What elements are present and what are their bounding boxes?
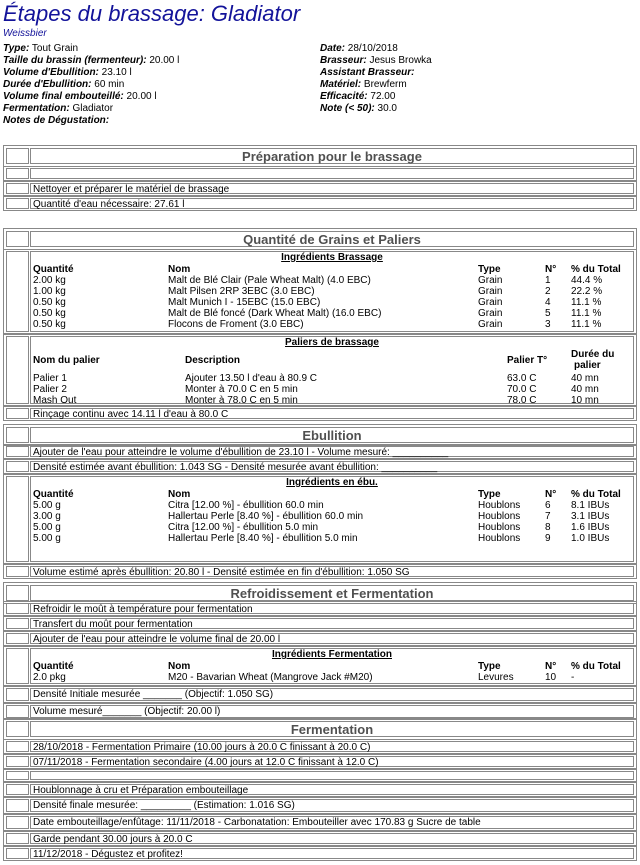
table-header	[31, 489, 633, 500]
step-checkbox[interactable]	[6, 585, 29, 601]
step-checkbox[interactable]	[6, 618, 29, 629]
table-cell: 11.1 %	[571, 319, 602, 330]
step-text: Volume estimé après ébullition: 20.80 l - Densité estimée en fin d'ébullition: 1.050 SG	[30, 566, 634, 577]
table-cell: Palier 1	[33, 373, 67, 384]
meta-label: Volume d'Ebullition:	[3, 67, 99, 78]
table-cell: Grain	[478, 297, 503, 308]
column-header: % du Total	[571, 661, 621, 672]
table-cell: Malt de Blé Clair (Pale Wheat Malt) (4.0 EBC)	[168, 275, 371, 286]
table-row	[31, 511, 633, 522]
step-text: Nettoyer et préparer le matériel de brassage	[30, 183, 634, 194]
table-row	[31, 395, 633, 406]
step-checkbox[interactable]	[6, 648, 29, 684]
table-cell: 3.00 g	[33, 511, 61, 522]
step-row	[3, 196, 637, 211]
meta-left-row	[3, 43, 78, 55]
table-cell: 0.50 kg	[33, 319, 66, 330]
section-title: Préparation pour le brassage	[30, 148, 634, 164]
table-row	[31, 522, 633, 533]
column-header: % du Total	[571, 264, 621, 275]
step-checkbox[interactable]	[6, 603, 29, 614]
section-title: Fermentation	[30, 721, 634, 737]
table-cell: Malt Munich I - 15EBC (15.0 EBC)	[168, 297, 321, 308]
column-header: Quantité	[33, 661, 74, 672]
column-header: Quantité	[33, 264, 74, 275]
table-row	[31, 500, 633, 511]
table-caption: Ingrédients en ébu.	[286, 477, 378, 488]
table-cell: 0.50 kg	[33, 308, 66, 319]
meta-label: Durée d'Ebullition:	[3, 79, 92, 90]
table-cell: Monter à 78.0 C en 5 min	[185, 395, 298, 406]
column-header: N°	[545, 489, 557, 500]
table-cell: 1.00 kg	[33, 286, 66, 297]
recipe-style: Weissbier	[3, 28, 47, 39]
section-header	[3, 228, 637, 250]
table-row	[31, 533, 633, 544]
table-cell: 2	[545, 286, 551, 297]
meta-label: Brasseur:	[320, 55, 367, 66]
table-cell: 8.1 IBUs	[571, 500, 610, 511]
meta-value: Tout Grain	[29, 43, 79, 54]
table-cell: 22.2 %	[571, 286, 603, 297]
table-cell: 1.0 IBUs	[571, 533, 610, 544]
step-checkbox[interactable]	[6, 721, 29, 737]
step-checkbox[interactable]	[6, 633, 29, 644]
meta-value: 20.00 l	[146, 55, 180, 66]
table-cell: 2.00 kg	[33, 275, 66, 286]
column-header: N°	[545, 661, 557, 672]
step-text: Transfert du moût pour fermentation	[30, 618, 634, 629]
step-text: Densité estimée avant ébullition: 1.043 SG - Densité mesurée avant ébullition: __________	[30, 461, 634, 472]
step-row	[3, 814, 637, 831]
table-cell: 3	[545, 319, 551, 330]
section-header	[3, 718, 637, 740]
column-header: Nom	[168, 489, 191, 500]
meta-label: Matériel:	[320, 79, 362, 90]
meta-value: Jesus Browka	[366, 55, 432, 66]
table-cell: Monter à 70.0 C en 5 min	[185, 384, 298, 395]
ingredients-table	[30, 336, 634, 404]
table-cell: Grain	[478, 286, 503, 297]
meta-label: Date:	[320, 43, 346, 54]
table-row	[31, 308, 633, 319]
step-checkbox[interactable]	[6, 784, 29, 795]
section-title: Refroidissement et Fermentation	[30, 585, 634, 601]
table-cell: Houblons	[478, 533, 521, 544]
table-caption: Ingrédients Fermentation	[271, 649, 392, 660]
meta-value: 20.00 l	[123, 91, 157, 102]
step-row	[3, 831, 637, 846]
table-row	[31, 275, 633, 286]
table-cell: 40 mn	[571, 384, 599, 395]
step-row	[3, 406, 637, 421]
section-title: Ebullition	[30, 427, 634, 443]
meta-left-row	[3, 67, 132, 79]
table-cell: Flocons de Froment (3.0 EBC)	[168, 319, 304, 330]
column-header: Type	[478, 264, 501, 275]
step-row	[3, 769, 637, 782]
meta-value: Brewferm	[361, 79, 407, 90]
table-cell: Malt de Blé foncé (Dark Wheat Malt) (16.0 EBC)	[168, 308, 382, 319]
table-cell: 63.0 C	[507, 373, 537, 384]
column-header: N°	[545, 264, 557, 275]
table-cell: 78.0 C	[507, 395, 537, 406]
meta-label: Notes de Dégustation:	[3, 115, 110, 126]
table-cell: 9	[545, 533, 551, 544]
table-cell: 5.00 g	[33, 522, 61, 533]
column-header: Nom	[168, 264, 191, 275]
step-text: 07/11/2018 - Fermentation secondaire (4.00 jours at 12.0 C finissant à 12.0 C)	[30, 756, 634, 767]
step-checkbox[interactable]	[6, 688, 29, 701]
step-row	[3, 564, 637, 579]
step-checkbox[interactable]	[6, 705, 29, 718]
table-cell: Hallertau Perle [8.40 %] - ébullition 60.0 min	[168, 511, 364, 522]
step-text	[30, 168, 634, 179]
step-row	[3, 181, 637, 196]
table-cell: Citra [12.00 %] - ébullition 60.0 min	[168, 500, 324, 511]
meta-right-row	[320, 79, 407, 91]
column-header: Quantité	[33, 489, 74, 500]
table-cell: Houblons	[478, 500, 521, 511]
step-checkbox[interactable]	[6, 771, 29, 780]
step-checkbox[interactable]	[6, 799, 29, 812]
step-checkbox[interactable]	[6, 566, 29, 577]
table-block	[3, 646, 637, 686]
table-cell: 4	[545, 297, 551, 308]
column-header: Palier T°	[507, 355, 548, 366]
table-cell: Palier 2	[33, 384, 67, 395]
meta-right-row	[320, 67, 414, 79]
recipe-title: Étapes du brassage: Gladiator	[3, 1, 301, 26]
step-row	[3, 686, 637, 703]
column-header: Nom	[168, 661, 191, 672]
step-checkbox[interactable]	[6, 336, 29, 404]
column-header: Durée du	[571, 349, 615, 360]
step-checkbox[interactable]	[6, 231, 29, 247]
table-cell: 70.0 C	[507, 384, 537, 395]
table-block	[3, 474, 637, 564]
step-checkbox[interactable]	[6, 461, 29, 472]
table-cell: Citra [12.00 %] - ébullition 5.0 min	[168, 522, 319, 533]
step-row	[3, 782, 637, 797]
table-cell: 6	[545, 500, 551, 511]
step-checkbox[interactable]	[6, 148, 29, 164]
step-checkbox[interactable]	[6, 833, 29, 844]
table-row	[31, 384, 633, 395]
meta-value: Gladiator	[69, 103, 114, 114]
meta-right-row	[320, 55, 432, 67]
step-checkbox[interactable]	[6, 408, 29, 419]
step-text: 28/10/2018 - Fermentation Primaire (10.00 jours à 20.0 C finissant à 20.0 C)	[30, 741, 634, 752]
table-cell: 10	[545, 672, 557, 683]
step-text: Rinçage continu avec 14.11 l d'eau à 80.0 C	[30, 408, 634, 419]
column-header: Type	[478, 661, 501, 672]
column-header: Description	[185, 355, 241, 366]
table-cell: 11.1 %	[571, 308, 602, 319]
meta-value: 30.0	[374, 103, 397, 114]
meta-left-row	[3, 91, 157, 103]
table-cell: 5.00 g	[33, 533, 61, 544]
table-block	[3, 249, 637, 334]
table-cell: 8	[545, 522, 551, 533]
table-cell: 0.50 kg	[33, 297, 66, 308]
table-cell: 40 mn	[571, 373, 599, 384]
step-row	[3, 754, 637, 769]
meta-value: 60 min	[91, 79, 125, 90]
meta-left-row	[3, 55, 179, 67]
step-text: 11/12/2018 - Dégustez et profitez!	[30, 848, 634, 859]
step-row	[3, 739, 637, 754]
table-header	[31, 264, 633, 275]
table-cell: 5	[545, 308, 551, 319]
table-header	[31, 349, 633, 373]
step-text: Houblonnage à cru et Préparation embouteillage	[30, 784, 634, 795]
step-text: Ajouter de l'eau pour atteindre le volume final de 20.00 l	[30, 633, 634, 644]
step-text: Ajouter de l'eau pour atteindre le volume d'ébullition de 23.10 l - Volume mesuré: __________	[30, 446, 634, 457]
meta-value: 23.10 l	[98, 67, 132, 78]
step-checkbox[interactable]	[6, 198, 29, 209]
table-cell: 2.0 pkg	[33, 672, 66, 683]
table-block	[3, 334, 637, 406]
table-caption: Paliers de brassage	[285, 337, 379, 348]
meta-label: Note (< 50):	[320, 103, 375, 114]
step-row	[3, 444, 637, 459]
meta-left-row	[3, 79, 124, 91]
table-cell: -	[571, 672, 575, 683]
column-header: palier	[574, 360, 601, 371]
step-checkbox[interactable]	[6, 476, 29, 562]
table-row	[31, 373, 633, 384]
step-checkbox[interactable]	[6, 848, 29, 859]
meta-right-row	[320, 43, 398, 55]
step-text	[30, 771, 634, 780]
step-row	[3, 166, 637, 181]
table-cell: Malt Pilsen 2RP 3EBC (3.0 EBC)	[168, 286, 315, 297]
table-cell: 1	[545, 275, 551, 286]
column-header: % du Total	[571, 489, 621, 500]
meta-label: Volume final embouteillé:	[3, 91, 124, 102]
meta-left-row	[3, 103, 113, 115]
step-row	[3, 631, 637, 646]
step-row	[3, 616, 637, 631]
table-caption: Ingrédients Brassage	[281, 252, 383, 263]
step-text: Densité finale mesurée: _________ (Estimation: 1.016 SG)	[30, 799, 634, 812]
table-cell: 44.4 %	[571, 275, 603, 286]
step-checkbox[interactable]	[6, 446, 29, 457]
table-cell: 7	[545, 511, 551, 522]
step-text: Densité Initiale mesurée _______ (Objectif: 1.050 SG)	[30, 688, 634, 701]
table-cell: Levures	[478, 672, 514, 683]
meta-label: Assistant Brasseur:	[320, 67, 415, 78]
column-header: Type	[478, 489, 501, 500]
table-cell: Grain	[478, 275, 503, 286]
step-checkbox[interactable]	[6, 427, 29, 443]
ingredients-table	[30, 476, 634, 562]
section-title: Quantité de Grains et Paliers	[30, 231, 634, 247]
table-cell: M20 - Bavarian Wheat (Mangrove Jack #M20)	[168, 672, 373, 683]
table-cell: Grain	[478, 308, 503, 319]
table-cell: 11.1 %	[571, 297, 602, 308]
table-row	[31, 286, 633, 297]
table-row	[31, 297, 633, 308]
table-cell: Mash Out	[33, 395, 77, 406]
step-checkbox[interactable]	[6, 168, 29, 179]
step-checkbox[interactable]	[6, 816, 29, 829]
meta-label: Type:	[3, 43, 30, 54]
table-cell: 10 mn	[571, 395, 599, 406]
table-row	[31, 672, 633, 683]
table-cell: Houblons	[478, 522, 521, 533]
step-text: Garde pendant 30.00 jours à 20.0 C	[30, 833, 634, 844]
meta-value: 72.00	[367, 91, 396, 102]
meta-label: Fermentation:	[3, 103, 70, 114]
table-cell: 1.6 IBUs	[571, 522, 610, 533]
meta-label: Taille du brassin (fermenteur):	[3, 55, 147, 66]
step-checkbox[interactable]	[6, 251, 29, 332]
step-row	[3, 797, 637, 814]
meta-value: 28/10/2018	[345, 43, 398, 54]
step-text: Refroidir le moût à température pour fermentation	[30, 603, 634, 614]
column-header: Nom du palier	[33, 355, 100, 366]
step-text: Date embouteillage/enfûtage: 11/11/2018 - Carbonatation: Embouteiller avec 170.83 g Sucre de table	[30, 816, 634, 829]
step-checkbox[interactable]	[6, 741, 29, 752]
meta-label: Efficacité:	[320, 91, 368, 102]
ingredients-table	[30, 251, 634, 332]
step-text: Quantité d'eau nécessaire: 27.61 l	[30, 198, 634, 209]
step-row	[3, 459, 637, 474]
table-header	[31, 661, 633, 672]
table-cell: Grain	[478, 319, 503, 330]
ingredients-table	[30, 648, 634, 684]
meta-left-row	[3, 115, 109, 127]
meta-right-row	[320, 103, 397, 115]
table-cell: 3.1 IBUs	[571, 511, 610, 522]
table-cell: 5.00 g	[33, 500, 61, 511]
step-row	[3, 846, 637, 861]
step-row	[3, 601, 637, 616]
section-header	[3, 424, 637, 446]
section-header	[3, 145, 637, 167]
table-cell: Ajouter 13.50 l d'eau à 80.9 C	[185, 373, 318, 384]
step-checkbox[interactable]	[6, 183, 29, 194]
step-checkbox[interactable]	[6, 756, 29, 767]
table-row	[31, 319, 633, 330]
step-text: Volume mesuré_______ (Objectif: 20.00 l)	[30, 705, 634, 718]
meta-right-row	[320, 91, 395, 103]
table-cell: Houblons	[478, 511, 521, 522]
recipe-meta	[0, 43, 640, 139]
table-cell: Hallertau Perle [8.40 %] - ébullition 5.0 min	[168, 533, 358, 544]
